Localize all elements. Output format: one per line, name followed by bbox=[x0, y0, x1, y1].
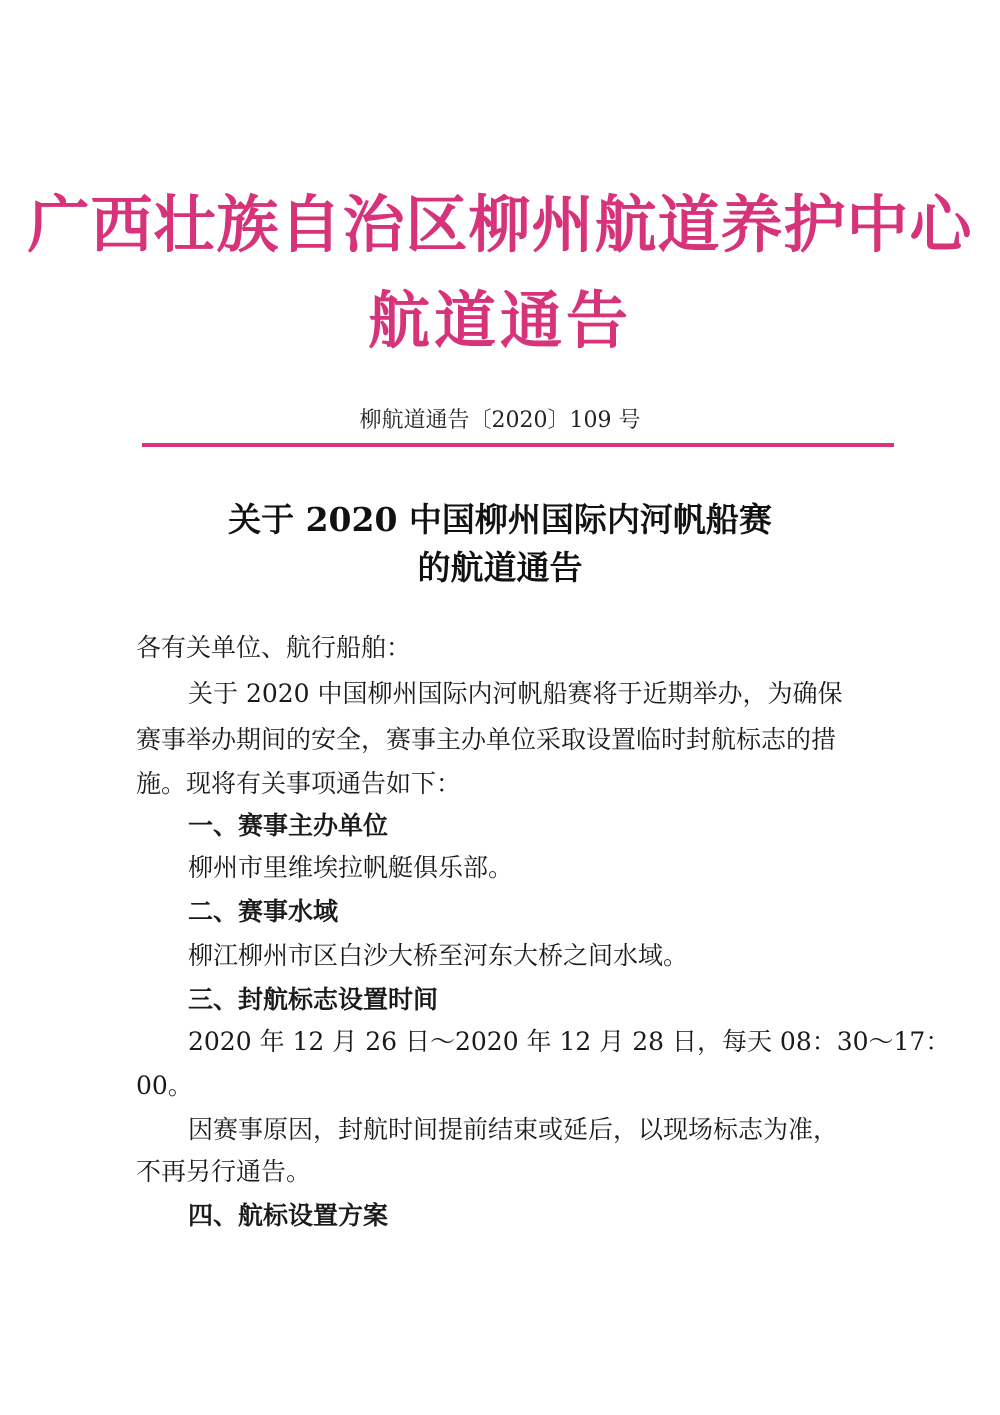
intro-paragraph-line-2: 赛事举办期间的安全，赛事主办单位采取设置临时封航标志的措 bbox=[136, 725, 837, 754]
section-1-text: 柳州市里维埃拉帆艇俱乐部。 bbox=[188, 853, 514, 882]
salutation: 各有关单位、航行船舶： bbox=[136, 633, 412, 662]
document-number: 柳航道通告〔2020〕109 号 bbox=[359, 408, 641, 433]
section-4-heading: 四、航标设置方案 bbox=[188, 1201, 389, 1230]
organization-name: 广西壮族自治区柳州航道养护中心 bbox=[27, 188, 973, 261]
red-divider-rule bbox=[142, 443, 894, 447]
section-3-text-line-1: 2020 年 12 月 26 日～2020 年 12 月 28 日，每天 08：30～17： bbox=[188, 1027, 951, 1056]
notice-title: 航道通告 bbox=[367, 284, 632, 357]
subject-title-line-2: 的航道通告 bbox=[417, 548, 583, 587]
section-3-heading: 三、封航标志设置时间 bbox=[188, 985, 439, 1014]
intro-paragraph-line-1: 关于 2020 中国柳州国际内河帆船赛将于近期举办，为确保 bbox=[188, 679, 843, 708]
intro-paragraph-line-3: 施。现将有关事项通告如下： bbox=[136, 769, 462, 798]
section-3-text-line-2: 00。 bbox=[136, 1071, 193, 1100]
section-2-text: 柳江柳州市区白沙大桥至河东大桥之间水域。 bbox=[188, 941, 689, 970]
section-2-heading: 二、赛事水域 bbox=[188, 897, 339, 926]
section-3-note-line-1: 因赛事原因，封航时间提前结束或延后，以现场标志为准， bbox=[188, 1115, 839, 1144]
section-3-note-line-2: 不再另行通告。 bbox=[136, 1157, 312, 1186]
section-1-heading: 一、赛事主办单位 bbox=[188, 811, 389, 840]
subject-title-line-1: 关于 2020 中国柳州国际内河帆船赛 bbox=[228, 500, 772, 539]
